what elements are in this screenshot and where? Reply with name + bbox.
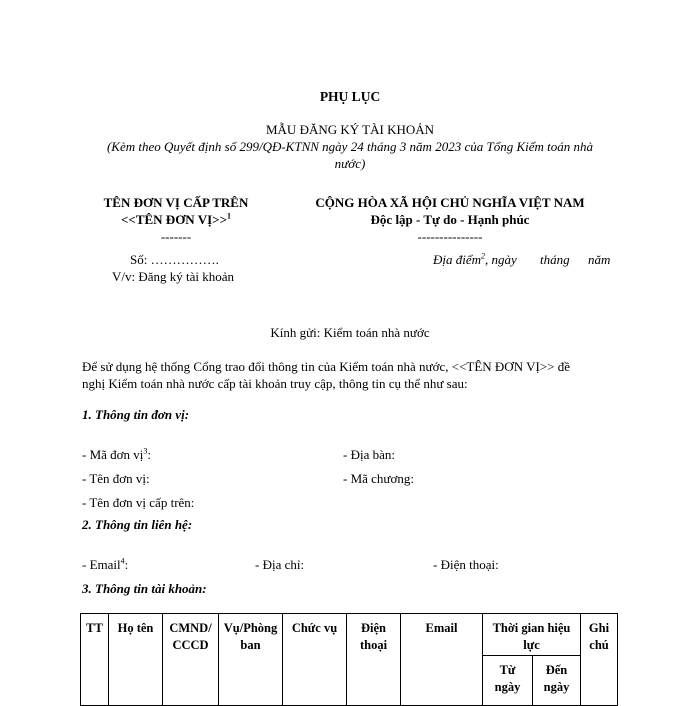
intro-line1: Để sử dụng hệ thống Cổng trao đổi thông tin của Kiểm toán nhà nước, <<TÊN ĐƠN VỊ>> đề xyxy=(82,359,571,374)
parent-unit-heading: TÊN ĐƠN VỊ CẤP TRÊN xyxy=(103,195,249,210)
date-month-label: tháng xyxy=(540,252,570,267)
col-to-date: Đến ngày xyxy=(533,656,581,706)
attachment-note-line2: nước) xyxy=(334,156,366,171)
col-id-card: CMND/ CCCD xyxy=(163,614,219,706)
col-email: Email xyxy=(401,614,483,706)
phone-field: - Điện thoại: xyxy=(433,557,499,572)
section3-heading: 3. Thông tin tài khoản: xyxy=(82,581,207,596)
chapter-code-field: - Mã chương: xyxy=(343,471,414,486)
national-title: CỘNG HÒA XÃ HỘI CHỦ NGHĨA VIỆT NAM xyxy=(315,195,585,210)
section1-heading: 1. Thông tin đơn vị: xyxy=(82,407,190,422)
col-validity: Thời gian hiệu lực xyxy=(483,614,581,656)
document-subject: V/v: Đăng ký tài khoản xyxy=(112,269,235,284)
intro-line2: nghị Kiểm toán nhà nước cấp tài khoản truy cập, thông tin cụ thể như sau: xyxy=(82,376,468,391)
col-tt: TT xyxy=(81,614,109,706)
attachment-note-line1: (Kèm theo Quyết định số 299/QĐ-KTNN ngày 24 tháng 3 năm 2023 của Tổng Kiểm toán nhà xyxy=(106,139,594,154)
col-position: Chức vụ xyxy=(283,614,347,706)
document-number: Số: ……………. xyxy=(130,252,219,267)
place-date-line: Địa điểm$^2$, ngày xyxy=(433,251,517,267)
parent-unit-field: - Tên đơn vị cấp trên: xyxy=(82,495,195,510)
date-year-label: năm xyxy=(588,252,611,267)
form-subtitle: MẪU ĐĂNG KÝ TÀI KHOẢN xyxy=(265,122,435,137)
recipient-line: Kính gửi: Kiểm toán nhà nước xyxy=(270,325,430,340)
col-phone: Điện thoại xyxy=(347,614,401,706)
address-field: - Địa chỉ: xyxy=(255,557,305,572)
col-from-date: Từ ngày xyxy=(483,656,533,706)
left-divider: ------- xyxy=(160,229,192,244)
national-motto: Độc lập - Tự do - Hạnh phúc xyxy=(370,212,530,227)
col-full-name: Họ tên xyxy=(109,614,163,706)
email-field: - Email$^4$: xyxy=(82,556,129,572)
col-note: Ghi chú xyxy=(581,614,618,706)
section2-heading: 2. Thông tin liên hệ: xyxy=(82,517,193,532)
page-title: PHỤ LỤC xyxy=(319,89,381,104)
unit-code-field: - Mã đơn vị$^3$: xyxy=(82,446,152,462)
account-table xyxy=(80,613,618,706)
location-field: - Địa bàn: xyxy=(343,447,395,462)
unit-name-field: - Tên đơn vị: xyxy=(82,471,150,486)
right-divider: --------------- xyxy=(417,229,483,244)
table-header-row xyxy=(81,614,618,656)
col-department: Vụ/Phòng ban xyxy=(219,614,283,706)
unit-name-placeholder: <<TÊN ĐƠN VỊ>>$^1$ xyxy=(121,211,231,227)
